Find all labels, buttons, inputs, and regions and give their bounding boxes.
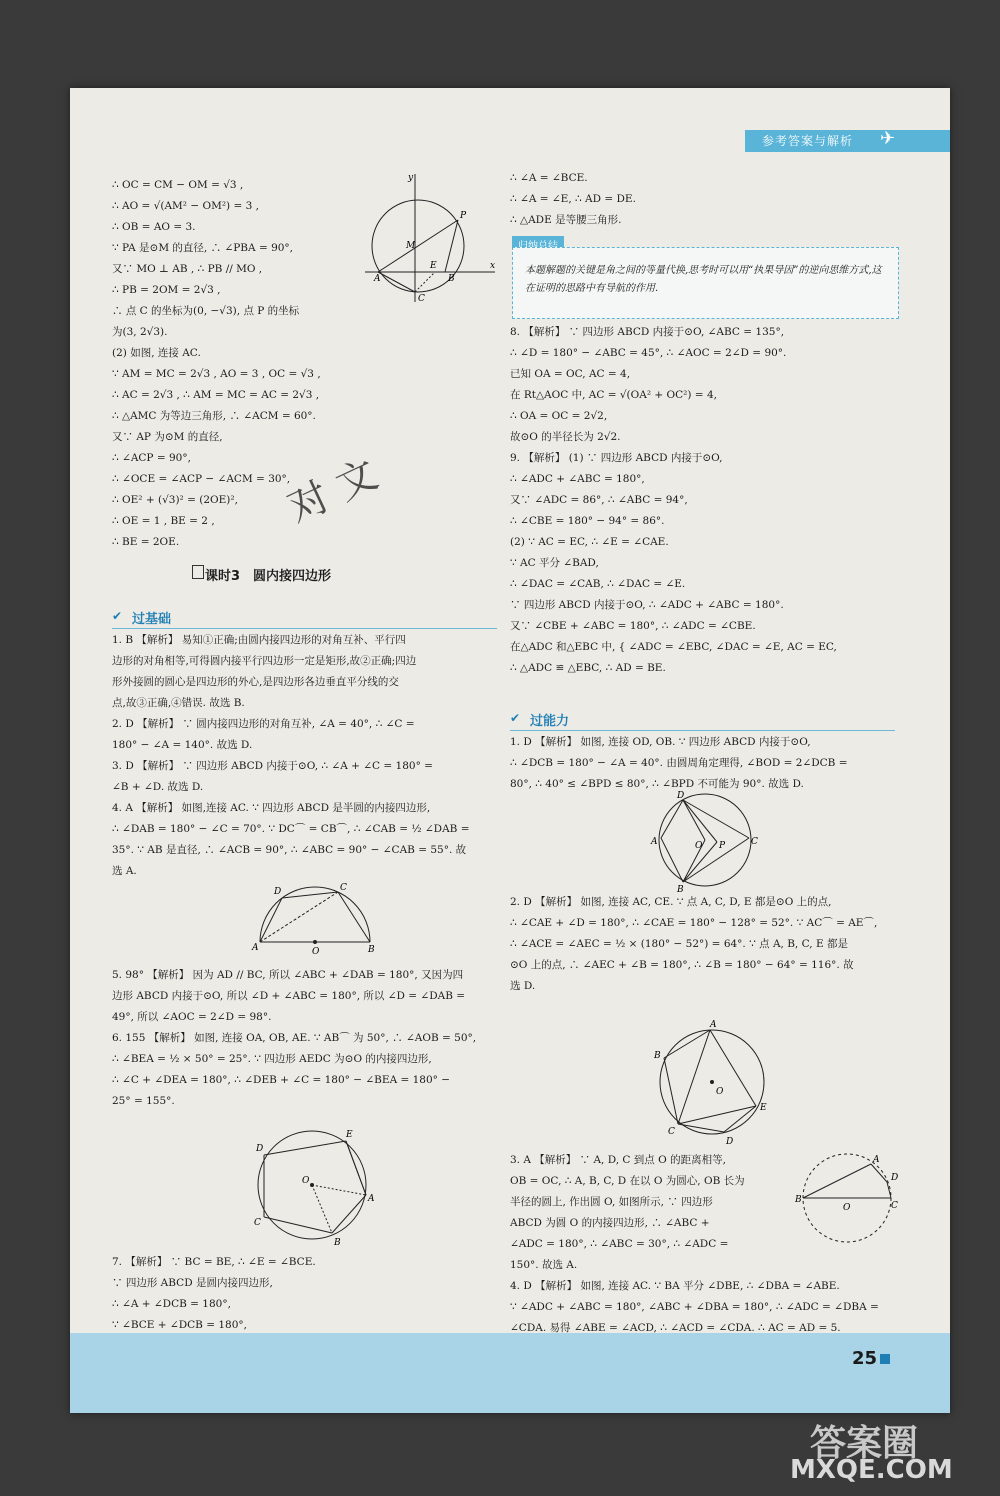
left-answers-3 <box>112 1252 502 1336</box>
text-line: ∴ OA = OC = 2√2, <box>510 410 608 422</box>
circle-point-p-figure <box>645 790 765 895</box>
text-line: ∵ ∠BCE + ∠DCB = 180°, <box>112 1319 247 1331</box>
bookmark-icon <box>192 565 204 579</box>
text-line: ∴ ∠DCB = 180° − ∠A = 40°. 由圆周角定理得, ∠BOD = 2∠DCB = <box>510 757 848 769</box>
text-line: ∴ ∠A + ∠DCB = 180°, <box>112 1298 231 1310</box>
svg-text:D: D <box>891 1173 899 1183</box>
text-line: 边形的对角相等,可得圆内接平行四边形一定是矩形,故②正确;四边 <box>112 655 417 667</box>
text-line: 1. D 【解析】 如图, 连接 OD, OB. ∵ 四边形 ABCD 内接于⊙O, <box>510 736 811 748</box>
text-line: ∴ PB = 2OM = 2√3 , <box>112 284 221 296</box>
text-line: ∴ ∠ACP = 90°, <box>112 452 191 464</box>
text-line: 8. 【解析】 ∵ 四边形 ABCD 内接于⊙O, ∠ABC = 135°, <box>510 326 785 338</box>
text-line: 6. 155 【解析】 如图, 连接 OA, OB, AE. ∵ AB⌒ 为 50°, ∴ ∠AOB = 50°, <box>112 1032 477 1044</box>
svg-text:O: O <box>302 1176 310 1186</box>
text-line: 为(3, 2√3). <box>112 326 168 338</box>
text-line: ∴ 点 C 的坐标为(0, −√3), 点 P 的坐标 <box>112 305 300 317</box>
right-answers-4 <box>510 1150 790 1276</box>
svg-text:E: E <box>760 1103 767 1113</box>
text-line: 180° − ∠A = 140°. 故选 D. <box>112 739 253 751</box>
section-header-basic <box>112 608 497 629</box>
text-line: 35°. ∵ AB 是直径, ∴ ∠ACB = 90°, ∴ ∠ABC = 90° − ∠CAB = 55°. 故 <box>112 844 467 856</box>
wing-icon: ✔ <box>510 711 521 725</box>
semicircle-figure <box>250 880 380 960</box>
svg-text:O: O <box>716 1087 724 1097</box>
text-line: 点,故③正确,④错误. 故选 B. <box>112 697 245 709</box>
text-line: ∠CDA. 易得 ∠ABE = ∠ACD, ∴ ∠ACD = ∠CDA. ∴ AC = AD = 5. <box>510 1322 841 1334</box>
svg-text:D: D <box>256 1144 264 1154</box>
svg-text:C: C <box>418 294 425 304</box>
text-line: ∴ OE² + (√3)² = (2OE)², <box>112 494 238 506</box>
text-line: ∴ ∠OCE = ∠ACP − ∠ACM = 30°, <box>112 473 291 485</box>
text-line: 150°. 故选 A. <box>510 1259 578 1271</box>
right-answers-3 <box>510 892 900 997</box>
text-line: 选 A. <box>112 865 137 877</box>
page-marker <box>880 1354 890 1364</box>
text-line: 选 D. <box>510 980 536 992</box>
svg-text:B: B <box>677 885 684 895</box>
svg-text:A: A <box>368 1194 375 1204</box>
svg-text:O: O <box>312 947 320 957</box>
text-line: 80°, ∴ 40° ≤ ∠BPD ≤ 80°, ∴ ∠BPD 不可能为 90°. 故选 D. <box>510 778 804 790</box>
rocket-icon: ✈ <box>880 128 896 149</box>
text-line: ∴ ∠BEA = ½ × 50° = 25°. ∵ 四边形 AEDC 为⊙O 的内接四边形, <box>112 1053 432 1065</box>
text-line: 5. 98° 【解析】 因为 AD // BC, 所以 ∠ABC + ∠DAB = 180°, 又因为四 <box>112 969 464 981</box>
left-answers <box>112 630 502 882</box>
svg-text:D: D <box>677 791 685 801</box>
text-line: 3. A 【解析】 ∵ A, D, C 到点 O 的距离相等, <box>510 1154 726 1166</box>
text-line: 7. 【解析】 ∵ BC = BE, ∴ ∠E = ∠BCE. <box>112 1256 316 1268</box>
text-line: ∠B + ∠D. 故选 D. <box>112 781 204 793</box>
text-line: ∵ ∠ADC + ∠ABC = 180°, ∠ABC + ∠DBA = 180°, ∴ ∠ADC = ∠DBA = <box>510 1301 879 1313</box>
text-line: ∴ AO = √(AM² − OM²) = 3 , <box>112 200 259 212</box>
svg-text:A: A <box>873 1155 880 1165</box>
text-line: ABCD 为圆 O 的内接四边形, ∴ ∠ABC + <box>510 1217 710 1229</box>
svg-text:P: P <box>460 211 467 221</box>
right-answers-2 <box>510 732 900 795</box>
header-label: 参考答案与解析 <box>762 134 854 148</box>
text-line: ∴ ∠CBE = 180° − 94° = 86°. <box>510 515 665 527</box>
section-title: 过基础 <box>132 612 172 627</box>
text-line: 25° = 155°. <box>112 1095 175 1107</box>
svg-text:D: D <box>726 1137 734 1147</box>
text-line: ∵ AC 平分 ∠BAD, <box>510 557 599 569</box>
svg-text:A: A <box>374 274 381 284</box>
svg-text:B: B <box>654 1051 661 1061</box>
text-line: 2. D 【解析】 如图, 连接 AC, CE. ∵ 点 A, C, D, E 都是⊙O 上的点, <box>510 896 832 908</box>
svg-text:C: C <box>340 883 347 893</box>
svg-text:C: C <box>751 837 758 847</box>
text-line: ∴ ∠DAB = 180° − ∠C = 70°. ∵ DC⌒ = CB⌒, ∴ ∠CAB = ½ ∠DAB = <box>112 823 470 835</box>
svg-text:B: B <box>448 274 455 284</box>
svg-text:A: A <box>252 943 259 953</box>
svg-text:O: O <box>695 841 703 851</box>
text-line: 形外接圆的圆心是四边形的外心,是四边形各边垂直平分线的交 <box>112 676 399 688</box>
text-line: (2) ∵ AC = EC, ∴ ∠E = ∠CAE. <box>510 536 669 548</box>
watermark-url: MXQE.COM <box>790 1455 953 1485</box>
svg-text:C: C <box>668 1127 675 1137</box>
svg-text:D: D <box>274 887 282 897</box>
text-line: 49°, 所以 ∠AOC = 2∠D = 98°. <box>112 1011 272 1023</box>
text-line: 3. D 【解析】 ∵ 四边形 ABCD 内接于⊙O, ∴ ∠A + ∠C = 180° = <box>112 760 433 772</box>
text-line: ∴ ∠CAE + ∠D = 180°, ∴ ∠CAE = 180° − 128° = 52°. ∵ AC⌒ = AE⌒, <box>510 917 878 929</box>
wing-icon: ✔ <box>112 609 123 623</box>
section-title: 过能力 <box>530 714 570 729</box>
text-line: ∵ AM = MC = 2√3 , AO = 3 , OC = √3 , <box>112 368 321 380</box>
text-line: 又∵ ∠CBE + ∠ABC = 180°, ∴ ∠ADC = ∠CBE. <box>510 620 756 632</box>
svg-text:E: E <box>346 1130 353 1140</box>
text-line: OB = OC, ∴ A, B, C, D 在以 O 为圆心, OB 长为 <box>510 1175 745 1187</box>
svg-text:C: C <box>891 1201 898 1211</box>
svg-text:E: E <box>430 261 437 271</box>
text-line: ∠ADC = 180°, ∴ ∠ABC = 30°, ∴ ∠ADC = <box>510 1238 729 1250</box>
text-line: 已知 OA = OC, AC = 4, <box>510 368 631 380</box>
svg-text:B: B <box>368 945 375 955</box>
coordinate-circle-figure <box>360 170 500 305</box>
text-line: 2. D 【解析】 ∵ 圆内接四边形的对角互补, ∠A = 40°, ∴ ∠C = <box>112 718 415 730</box>
page-footer-band <box>70 1333 950 1413</box>
text-line: ∴ ∠A = ∠BCE. <box>510 172 588 184</box>
text-line: (2) 如图, 连接 AC. <box>112 347 201 359</box>
text-line: 故⊙O 的半径长为 2√2. <box>510 431 621 443</box>
text-line: ⊙O 上的点, ∴ ∠AEC + ∠B = 180°, ∴ ∠B = 180° − 64° = 116°. 故 <box>510 959 854 971</box>
text-line: ∴ ∠A = ∠E, ∴ AD = DE. <box>510 193 636 205</box>
text-line: ∴ ∠C + ∠DEA = 180°, ∴ ∠DEB + ∠C = 180° − ∠BEA = 180° − <box>112 1074 451 1086</box>
svg-text:P: P <box>719 841 726 851</box>
inscribed-quadrilateral-figure <box>250 1125 385 1250</box>
text-line: ∴ △ADE 是等腰三角形. <box>510 214 622 226</box>
watermark-logo: 答案圈 <box>810 1423 919 1464</box>
page-number: 25 <box>852 1348 878 1369</box>
svg-text:x: x <box>490 261 496 271</box>
right-answers-5 <box>510 1276 900 1339</box>
text-line: 边形 ABCD 内接于⊙O, 所以 ∠D + ∠ABC = 180°, 所以 ∠D = ∠DAB = <box>112 990 466 1002</box>
svg-text:O: O <box>843 1203 851 1213</box>
text-line: ∵ 四边形 ABCD 内接于⊙O, ∴ ∠ADC + ∠ABC = 180°. <box>510 599 784 611</box>
left-answers-2 <box>112 965 502 1112</box>
text-line: ∴ AC = 2√3 , ∴ AM = MC = AC = 2√3 , <box>112 389 320 401</box>
text-line: 又∵ MO ⊥ AB , ∴ PB // MO , <box>112 263 263 275</box>
text-line: 又∵ ∠ADC = 86°, ∴ ∠ABC = 94°, <box>510 494 688 506</box>
text-line: ∴ ∠DAC = ∠CAB, ∴ ∠DAC = ∠E. <box>510 578 686 590</box>
text-line: ∴ △ADC ≌ △EBC, ∴ AD = BE. <box>510 662 666 674</box>
text-line: ∴ ∠D = 180° − ∠ABC = 45°, ∴ ∠AOC = 2∠D = 90°. <box>510 347 787 359</box>
text-line: ∴ BE = 2OE. <box>112 536 180 548</box>
text-line: ∴ ∠ADC + ∠ABC = 180°, <box>510 473 645 485</box>
inscribed-pentagon-figure <box>652 1018 777 1148</box>
text-line: 1. B 【解析】 易知①正确;由圆内接四边形的对角互补、平行四 <box>112 634 406 646</box>
text-line: 半径的圆上, 作出圆 O, 如图所示, ∵ 四边形 <box>510 1196 713 1208</box>
svg-text:B: B <box>334 1238 341 1248</box>
text-line: ∴ ∠ACE = ∠AEC = ½ × (180° − 52°) = 64°. ∵ 点 A, B, C, E 都是 <box>510 938 848 950</box>
svg-text:A: A <box>651 837 658 847</box>
svg-text:y: y <box>408 173 414 183</box>
text-line: ∵ PA 是⊙M 的直径, ∴ ∠PBA = 90°, <box>112 242 294 254</box>
svg-text:B: B <box>795 1195 802 1205</box>
svg-text:C: C <box>254 1218 261 1228</box>
text-line: ∴ OE = 1 , BE = 2 , <box>112 515 215 527</box>
right-column-top <box>510 168 895 231</box>
text-line: 4. D 【解析】 如图, 连接 AC. ∵ BA 平分 ∠DBE, ∴ ∠DBA = ∠ABE. <box>510 1280 840 1292</box>
text-line: 4. A 【解析】 如图,连接 AC. ∵ 四边形 ABCD 是半圆的内接四边形, <box>112 802 431 814</box>
text-line: 9. 【解析】 (1) ∵ 四边形 ABCD 内接于⊙O, <box>510 452 723 464</box>
text-line: ∵ 四边形 ABCD 是圆内接四边形, <box>112 1277 273 1289</box>
dashed-circle-figure <box>795 1150 900 1250</box>
text-line: ∴ OB = AO = 3. <box>112 221 196 233</box>
text-line: 又∵ AP 为⊙M 的直径, <box>112 431 223 443</box>
text-line: ∴ OC = CM − OM = √3 , <box>112 179 244 191</box>
lesson-title: 课时3 圆内接四边形 <box>205 569 332 584</box>
text-line: 在△ADC 和△EBC 中, { ∠ADC = ∠EBC, ∠DAC = ∠E, AC = EC, <box>510 641 837 653</box>
svg-text:M: M <box>406 241 416 251</box>
text-line: 在 Rt△AOC 中, AC = √(OA² + OC²) = 4, <box>510 389 717 401</box>
section-header-ability <box>510 710 895 731</box>
text-line: ∴ △AMC 为等边三角形, ∴ ∠ACM = 60°. <box>112 410 316 422</box>
right-answers <box>510 322 900 679</box>
handwritten-note: 对 文 <box>281 451 385 533</box>
svg-text:A: A <box>710 1020 717 1030</box>
summary-text: 本题解题的关键是角之间的等量代换,思考时可以用“执果导因”的逆向思维方式,这在证明的思路中有导航的作用. <box>525 265 882 294</box>
